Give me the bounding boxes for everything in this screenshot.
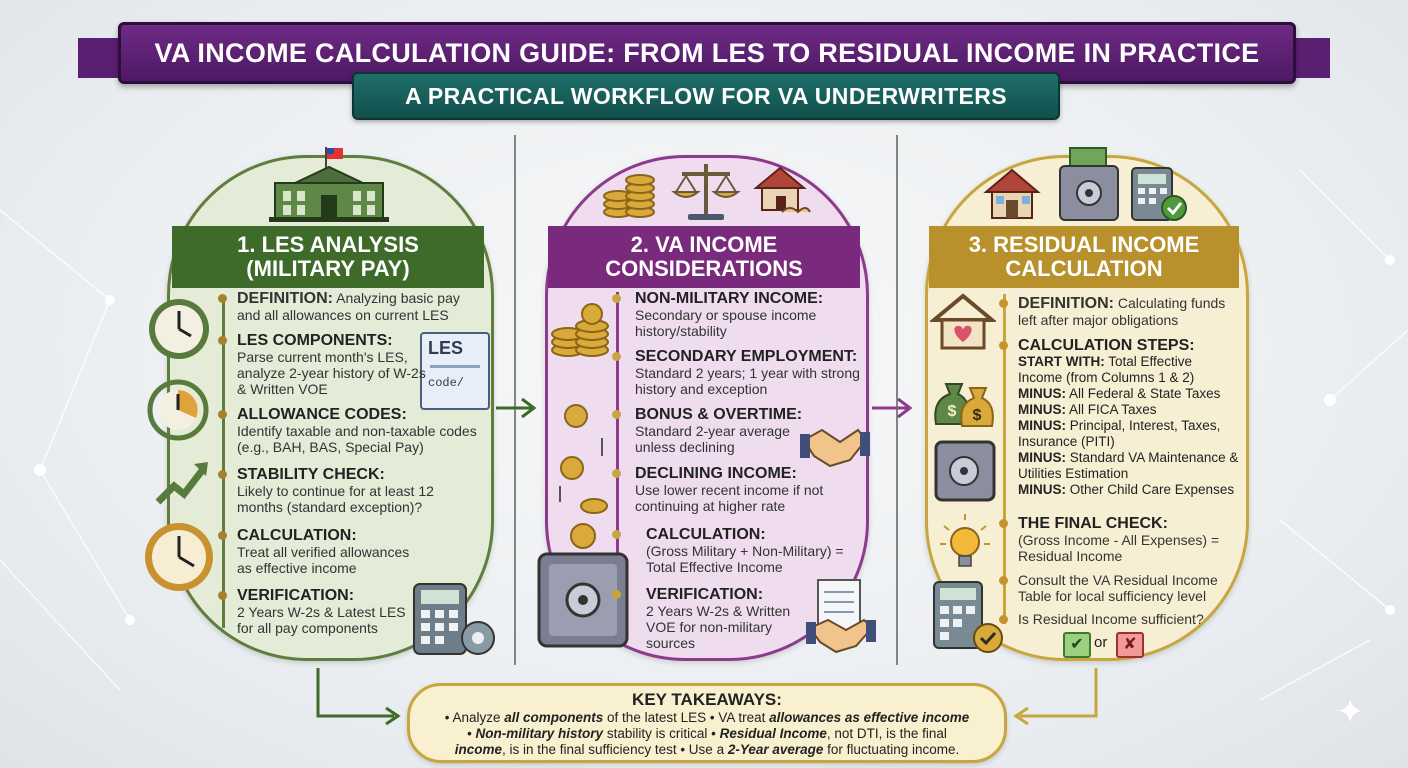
takeaway-line-3: income, is in the final sufficiency test • Use a 2-Year average for fluctuating income.: [454, 742, 960, 757]
va-declining-income: DECLINING INCOME: Use lower recent income if not continuing at higher rate: [635, 465, 857, 514]
sparkle-icon: ✦: [1336, 693, 1365, 731]
column-2-title-line2: CONSIDERATIONS: [605, 256, 803, 281]
column-1-header: [172, 226, 484, 288]
page-subtitle: A PRACTICAL WORKFLOW FOR VA UNDERWRITERS: [404, 82, 1008, 109]
calculator-icon: [930, 580, 1006, 660]
calculator-icon: [410, 580, 500, 660]
residual-consult-table: Consult the VA Residual Income Table for local sufficiency level: [1018, 572, 1240, 604]
column-3-title-line2: CALCULATION: [1005, 256, 1163, 281]
money-bag-icon: [930, 370, 998, 428]
step-start: START WITH: Total Effective Income (from Columns 1 & 2): [1018, 354, 1195, 385]
calculator-icon: [1130, 166, 1190, 224]
safe-icon: [535, 522, 631, 652]
document-code: code/: [428, 376, 465, 390]
or-label: or: [1094, 634, 1108, 651]
residual-final-check: THE FINAL CHECK: (Gross Income - All Expenses) = Residual Income: [1018, 515, 1240, 564]
key-takeaways-title: KEY TAKEAWAYS:: [632, 690, 782, 709]
residual-definition: DEFINITION: Calculating funds left after major obligations: [1018, 295, 1246, 328]
house-icon: [930, 292, 996, 354]
connector-left: [310, 666, 410, 726]
trend-arrow-icon: [154, 456, 210, 508]
takeaway-line-2: • Non-military history stability is critical • Residual Income, not DTI, is the final: [467, 726, 947, 741]
column-1-title-line1: 1. LES ANALYSIS: [237, 232, 419, 257]
les-definition: DEFINITION: Analyzing basic pay and all allowances on current LES: [237, 290, 482, 323]
column-3-header: [929, 226, 1239, 288]
page-title: VA INCOME CALCULATION GUIDE: FROM LES TO RESIDUAL INCOME IN PRACTICE: [154, 37, 1260, 68]
column-1-title-line2: (MILITARY PAY): [246, 256, 410, 281]
x-icon: ✘: [1116, 632, 1144, 658]
arrow-right-icon: [494, 396, 544, 420]
clock-icon: [142, 520, 216, 594]
government-building-icon: [265, 145, 393, 223]
safe-icon: [934, 440, 996, 502]
les-calculation: CALCULATION: Treat all verified allowances as effective income: [237, 527, 427, 576]
document-icon: [420, 332, 490, 410]
va-calculation: CALCULATION: (Gross Military + Non-Military) = Total Effective Income: [646, 526, 856, 575]
cash-icon: [1058, 146, 1120, 222]
les-allowance-codes: ALLOWANCE CODES: Identify taxable and non-taxable codes (e.g., BAH, BAS, Special Pay): [237, 406, 482, 455]
va-secondary-employment: SECONDARY EMPLOYMENT: Standard 2 years; 1 year with strong history and exception: [635, 348, 867, 397]
scale-icon: [666, 158, 746, 224]
step-minus-piti: MINUS: Principal, Interest, Taxes, Insurance (PITI): [1018, 418, 1221, 449]
coins-icon: [600, 168, 658, 220]
document-label: LES: [428, 338, 464, 358]
house-icon: [982, 166, 1044, 222]
les-verification: VERIFICATION: 2 Years W-2s & Latest LES for all pay components: [237, 587, 407, 636]
column-1-timeline: [222, 298, 225, 628]
handshake-icon: [806, 612, 876, 658]
house-icon: [752, 162, 812, 220]
connector-right: [1004, 666, 1104, 726]
arrow-right-icon: [870, 396, 920, 420]
column-2-header: [548, 226, 860, 288]
svg-text:$: $: [972, 407, 982, 424]
key-takeaways: [407, 683, 1007, 763]
residual-calculation-steps: CALCULATION STEPS: START WITH: Total Effective Income (from Columns 1 & 2) MINUS: All Federal & State Taxes MINUS: All FICA Taxes MINUS: Principal, Interest, Taxes, Insurance (PITI) MINUS: Standard VA Maintenance & Utilities Estimation MINUS: Other Child Care Expenses: [1018, 337, 1240, 498]
les-stability-check: STABILITY CHECK: Likely to continue for at least 12 months (standard exception)?: [237, 466, 482, 515]
clock-icon: [146, 296, 212, 362]
va-verification: VERIFICATION: 2 Years W-2s & Written VOE for non-military sources: [646, 586, 806, 651]
subtitle-banner: [352, 72, 1060, 120]
coins-icon: [548, 302, 612, 360]
lightbulb-icon: [938, 512, 992, 572]
step-minus-taxes: MINUS: All Federal & State Taxes: [1018, 386, 1221, 401]
step-minus-maintenance: MINUS: Standard VA Maintenance & Utilities Estimation: [1018, 450, 1239, 481]
svg-text:$: $: [947, 403, 957, 420]
va-bonus-overtime: BONUS & OVERTIME: Standard 2-year average unless declining: [635, 406, 805, 455]
residual-question: Is Residual Income sufficient?: [1018, 611, 1240, 627]
takeaway-line-1: • Analyze all components of the latest LES • VA treat allowances as effective income: [444, 710, 970, 725]
falling-coins-icon: [552, 390, 616, 520]
step-minus-fica: MINUS: All FICA Taxes: [1018, 402, 1157, 417]
va-non-military-income: NON-MILITARY INCOME: Secondary or spouse income history/stability: [635, 290, 857, 339]
clock-icon: [146, 378, 210, 442]
les-components: LES COMPONENTS: Parse current month's LES, analyze 2-year history of W-2s & Written VOE: [237, 332, 427, 397]
column-3-title-line1: 3. RESIDUAL INCOME: [968, 232, 1200, 257]
column-2-title-line1: 2. VA INCOME: [630, 232, 778, 257]
check-icon: ✔: [1063, 632, 1091, 658]
step-minus-child-care: MINUS: Other Child Care Expenses: [1018, 482, 1235, 497]
